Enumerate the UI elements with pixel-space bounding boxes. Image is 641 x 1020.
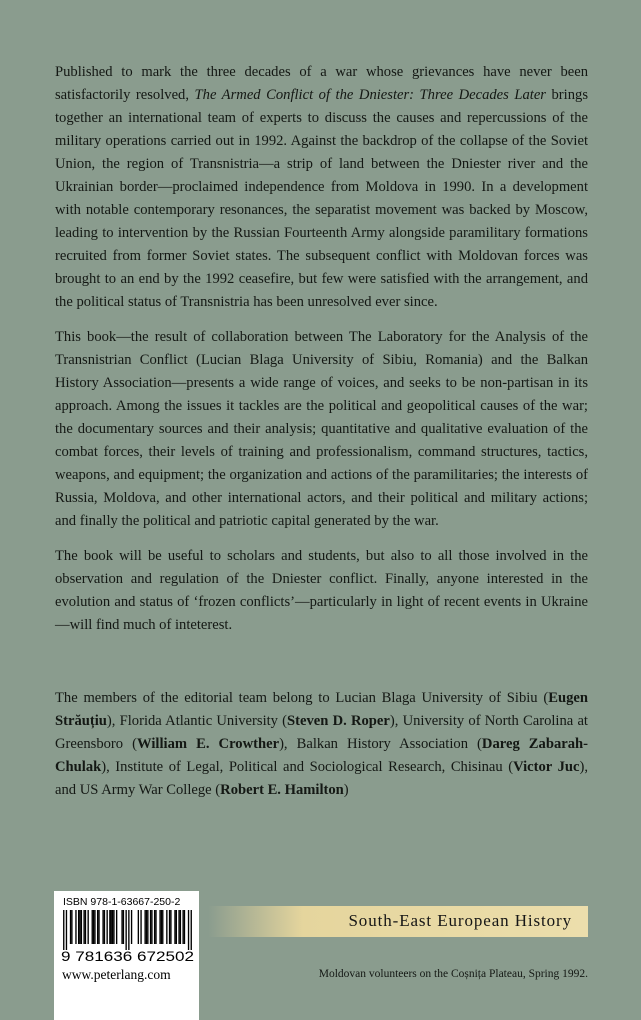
barcode-bar xyxy=(79,910,80,944)
description-paragraph-2 xyxy=(55,326,588,533)
barcode-bar xyxy=(146,910,147,944)
barcode-bar xyxy=(188,910,189,950)
isbn-label: ISBN 978-1-63667-250-2 xyxy=(63,896,181,908)
barcode-bar xyxy=(87,910,88,944)
barcode-bar xyxy=(178,910,179,944)
barcode-bar xyxy=(85,910,86,944)
series-band xyxy=(208,906,588,937)
p1-text-end: brings together an international team of experts to discuss the causes and repercussions of the military operations carried out in 1992. Against the backdrop of the collapse of the Soviet Union, the region of Transnistria—a strip of land between the Dniester river and the Ukrainian border—proclaimed independence from Moldova in 1990. In a development with notable contemporary resonances, the separatist movement was backed by Moscow, leading to intervention by the Russian Fourteenth Army alongside paramilitary formations recruited from former Soviet states. The subsequent conflict with Moldovan forces was brought to an end by the 1992 ceasefire, but few were satisfied with the arrangement, and the political status of Transnistria has been unresolved ever since. xyxy=(55,87,588,310)
barcode-bar xyxy=(159,910,160,944)
barcode-bar xyxy=(147,910,148,944)
editor-name: Victor Juc xyxy=(513,759,580,775)
barcode-bar xyxy=(112,910,113,944)
editors-end: ) xyxy=(343,782,349,798)
barcode-bar xyxy=(170,910,171,944)
barcode-bar xyxy=(176,910,177,944)
barcode-bar xyxy=(102,910,103,944)
barcode-bar xyxy=(182,910,183,944)
barcode-bar xyxy=(83,910,84,944)
isbn-digits: 9 781636 672502 xyxy=(61,948,195,964)
barcode-bar xyxy=(184,910,185,944)
editors-separator: ), Florida Atlantic University ( xyxy=(106,713,288,729)
barcode-bar xyxy=(150,910,151,944)
editor-name: Eugen Străuțiu xyxy=(55,690,588,729)
barcode-icon xyxy=(59,910,196,966)
barcode-bar xyxy=(174,910,175,944)
editor-name: William E. Crowther xyxy=(137,736,280,752)
barcode-bar xyxy=(123,910,124,944)
barcode-bar xyxy=(97,910,98,944)
description-paragraph-3 xyxy=(55,545,588,637)
p2-text: This book—the result of collaboration between The Laboratory for the Analysis of the Transnistrian Conflict (Lucian Blaga University of Sibiu, Romania) and the Balkan History Association—presents a wide range of voices, and seeks to be non-partisan in its approach. Among the issues it tackles are the political and geopolitical causes of the war; the documentary sources and their analysis; quantitative and qualitative evaluation of the combat forces, their levels of training and professionalism, command structures, tactics, weapons, and equipment; the organization and actions of the paramilitaries; the interests of Russia, Moldova, and other international actors, and their political and military actions; and finally the political and patriotic capital generated by the war. xyxy=(55,329,588,529)
barcode-bar xyxy=(92,910,93,944)
photo-caption: Moldovan volunteers on the Coșnița Plateau, Spring 1992. xyxy=(318,968,588,980)
editors-intro: The members of the editorial team belong to Lucian Blaga University of Sibiu ( xyxy=(55,690,549,706)
barcode-bar xyxy=(113,910,114,944)
editors-separator: ), Balkan History Association ( xyxy=(279,736,482,752)
barcode-bar xyxy=(111,910,112,944)
barcode-bar xyxy=(116,910,117,944)
barcode-bar xyxy=(70,910,71,944)
barcode-bar xyxy=(121,910,122,944)
p1-text-start: Published to mark the three decades of a war whose grievances have never been satisfactorily resolved, xyxy=(55,64,588,103)
barcode-bar xyxy=(94,910,95,944)
barcode-bar xyxy=(169,910,170,944)
barcode-bar xyxy=(144,910,145,944)
barcode-bar xyxy=(151,910,152,944)
editor-name: Dareg Zabarah-Chulak xyxy=(55,736,589,775)
barcode-bar xyxy=(125,910,126,950)
barcode-bar xyxy=(75,910,76,944)
barcode-bar xyxy=(191,910,192,950)
barcode-bar xyxy=(180,910,181,944)
editors-paragraph xyxy=(55,687,588,802)
barcode-bar xyxy=(155,910,156,944)
book-title: The Armed Conflict of the Dniester: Three Decades Later xyxy=(194,87,546,103)
barcode-bar xyxy=(98,910,99,944)
editor-name: Steven D. Roper xyxy=(287,713,390,729)
barcode-bar xyxy=(81,910,82,944)
series-title: South-East European History xyxy=(348,911,572,930)
barcode-bar xyxy=(162,910,163,944)
barcode-bar xyxy=(109,910,110,944)
publisher-url: www.peterlang.com xyxy=(62,967,171,982)
editor-name: Robert E. Hamilton xyxy=(220,782,344,798)
barcode-bar xyxy=(161,910,162,944)
p3-text: The book will be useful to scholars and students, but also to all those involved in the observation and regulation of the Dniester conflict. Finally, anyone interested in the evolution and status of ‘frozen conflicts’—particularly in light of recent events in Ukraine—will find much of inteterest. xyxy=(55,548,588,633)
barcode-bar xyxy=(104,910,105,944)
editors-separator: ), and US Army War College ( xyxy=(55,759,588,798)
barcode-bar xyxy=(128,910,129,950)
editors-separator: ), University of North Carolina at Greensboro ( xyxy=(55,713,588,752)
barcode-bar xyxy=(154,910,155,944)
barcode-bar xyxy=(78,910,79,944)
barcode-bar xyxy=(93,910,94,944)
barcode-bar xyxy=(71,910,72,944)
isbn-barcode-box xyxy=(54,891,199,1020)
barcode-bar xyxy=(166,910,167,944)
editors-separator: ), Institute of Legal, Political and Sociological Research, Chisinau ( xyxy=(101,759,514,775)
barcode-bar xyxy=(140,910,141,944)
barcode-bar xyxy=(138,910,139,944)
barcode-bar xyxy=(66,910,67,950)
barcode-bar xyxy=(106,910,107,944)
barcode-bar xyxy=(131,910,132,944)
description-paragraph-1 xyxy=(55,61,588,314)
barcode-bar xyxy=(63,910,64,950)
